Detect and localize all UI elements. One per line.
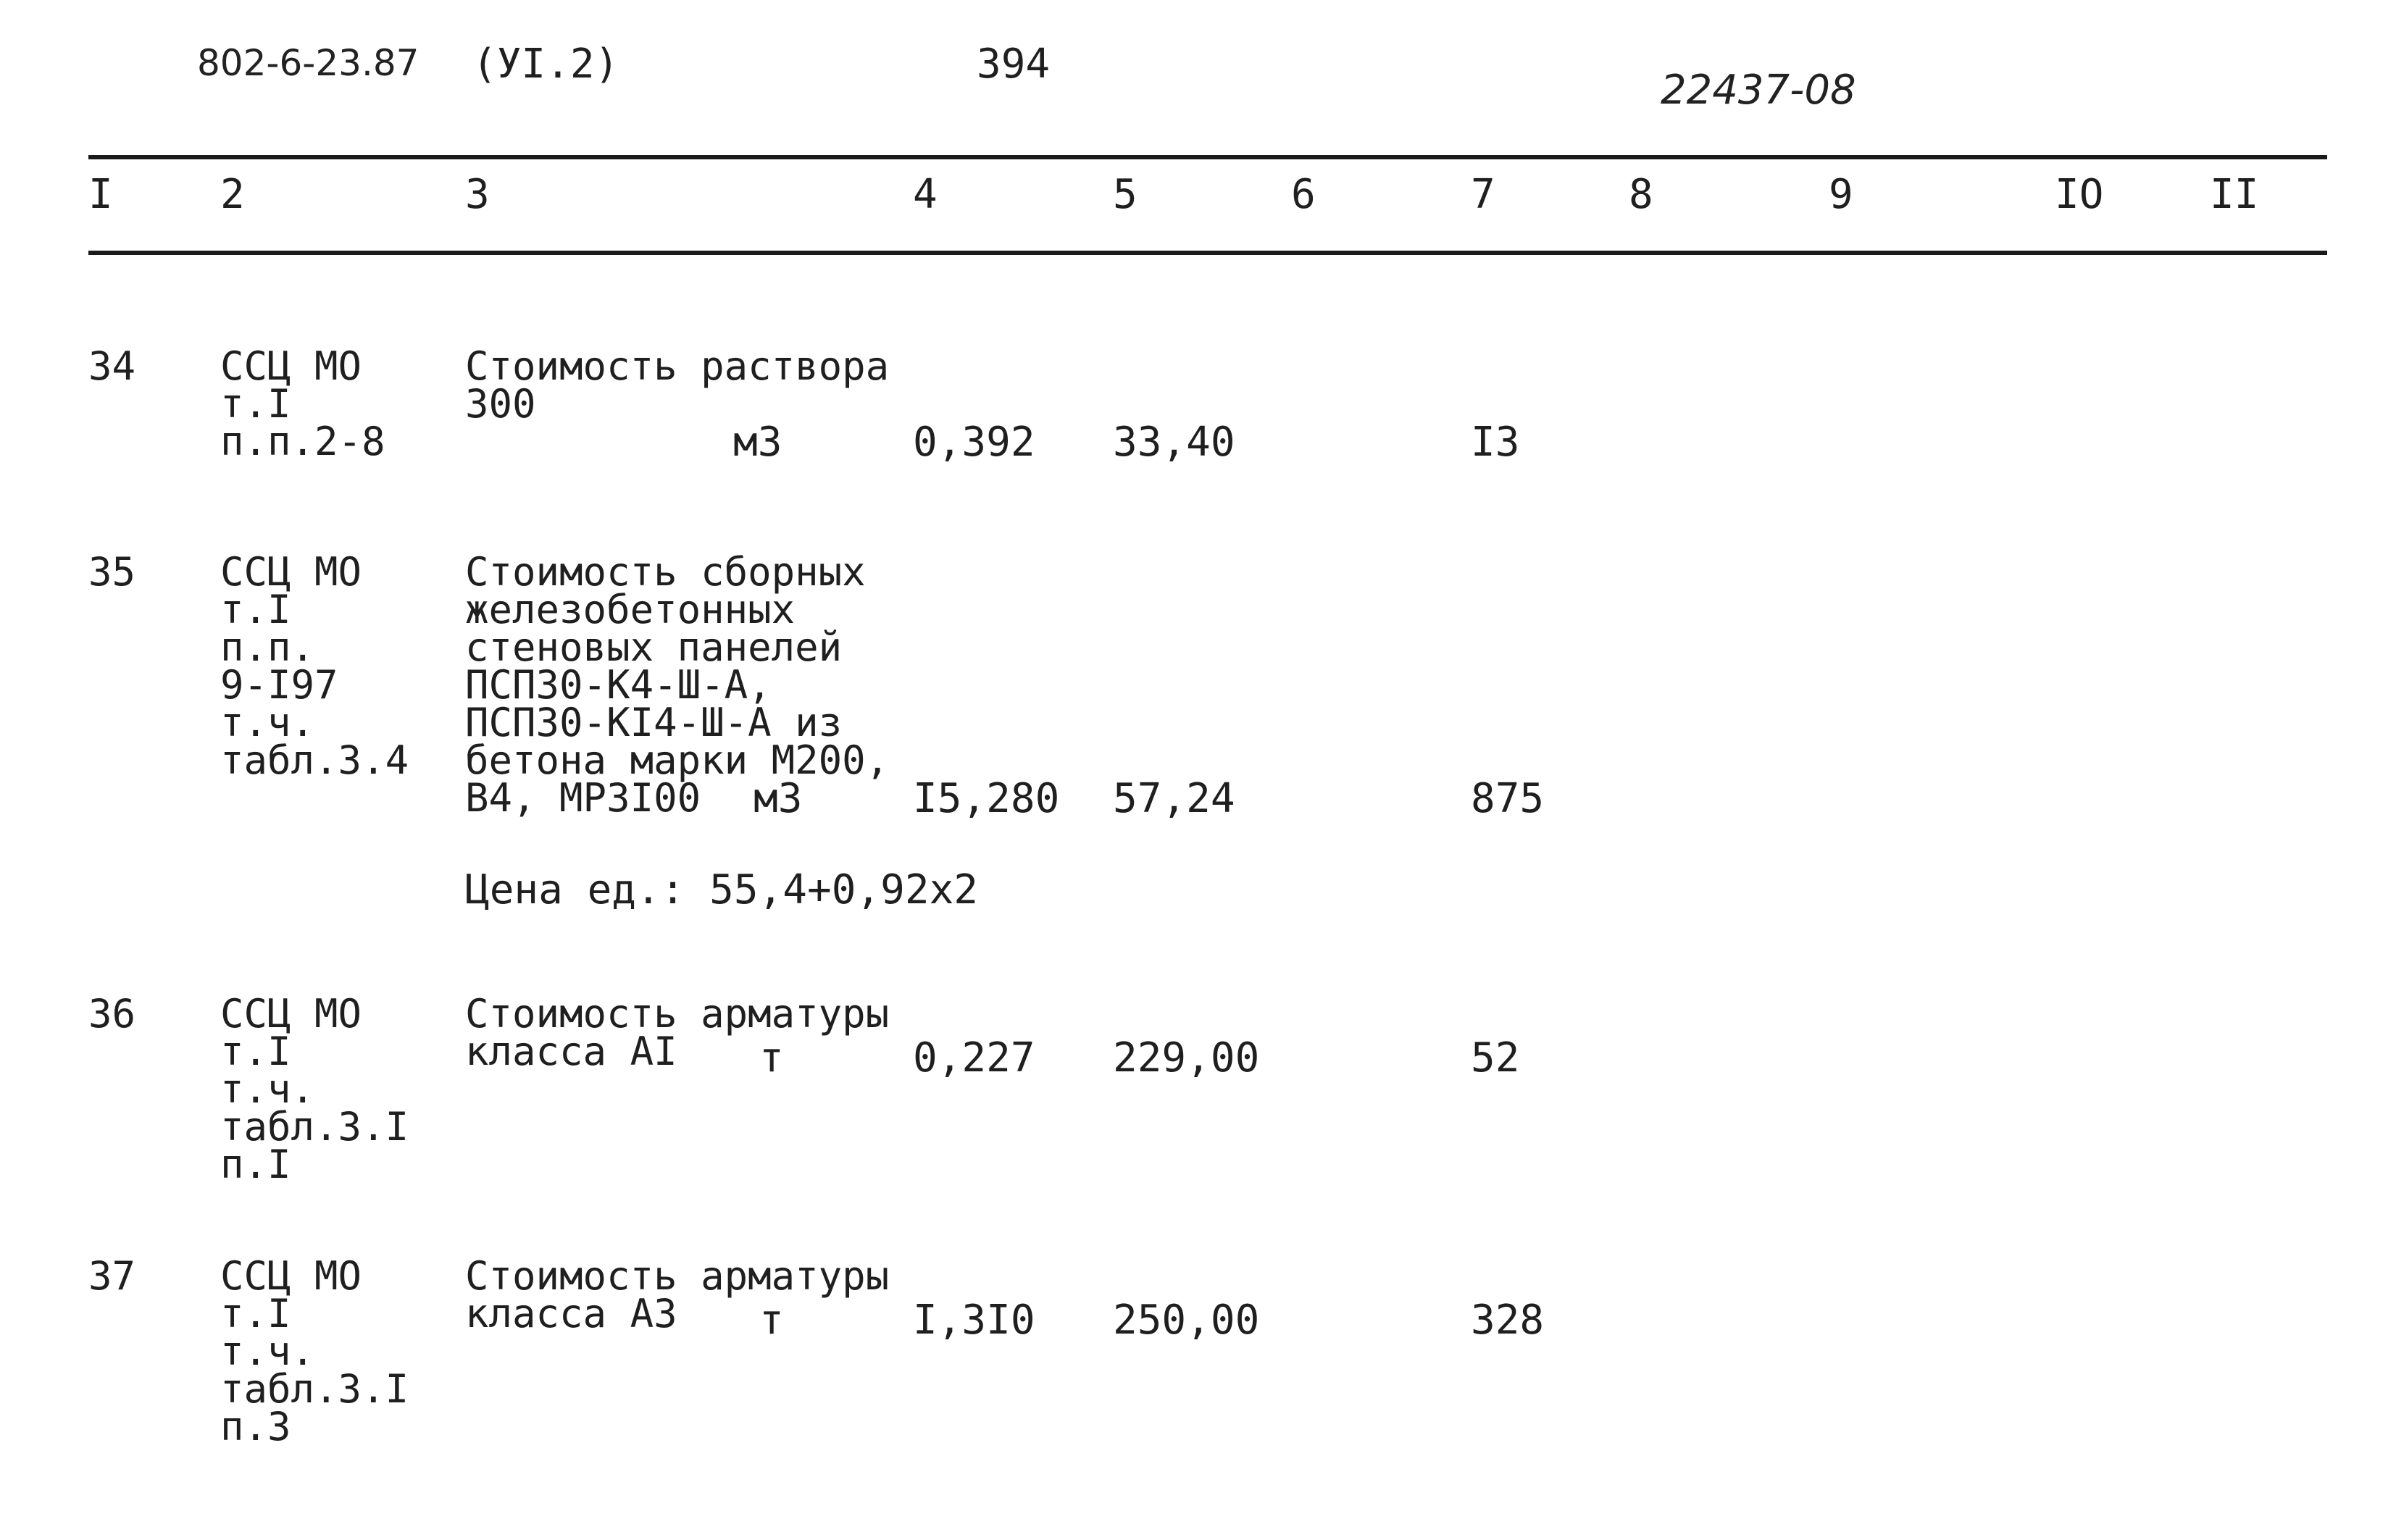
price-source: ССЦ МО т.I т.ч. табл.3.I п.I [220, 991, 409, 1187]
unit-price: 229,00 [1113, 1034, 1260, 1081]
item-description: Стоимость арматуры класса А3 [465, 1253, 890, 1336]
unit-price: 250,00 [1113, 1297, 1260, 1344]
top-rule [88, 155, 2327, 159]
total-cost: 52 [1471, 1034, 1520, 1081]
unit-price: 33,40 [1113, 419, 1235, 466]
column-header-11: II [2210, 171, 2259, 218]
header-bottom-rule [88, 251, 2327, 255]
page-number: 394 [977, 41, 1051, 88]
unit: м3 [733, 419, 782, 466]
quantity: I,3I0 [913, 1297, 1035, 1344]
row-number: 36 [88, 991, 136, 1037]
unit: т [759, 1034, 784, 1081]
column-header-5: 5 [1113, 171, 1138, 218]
unit-price-note: Цена ед.: 55,4+0,92х2 [465, 866, 979, 913]
row-number: 35 [88, 549, 136, 595]
price-source: ССЦ МО т.I п.п. 9-I97 т.ч. табл.3.4 [220, 549, 409, 783]
item-description: Стоимость раствора 300 [465, 343, 890, 427]
price-source: ССЦ МО т.I п.п.2-8 [220, 343, 385, 464]
column-header-8: 8 [1629, 171, 1653, 218]
quantity: I5,280 [913, 775, 1060, 822]
item-description: Стоимость сборных железобетонных стеновых панелей ПСП30-К4-Ш-А, ПСП30-КI4-Ш-А из бетона марки М200, В4, МРЗI00 [465, 549, 890, 821]
quantity: 0,392 [913, 419, 1035, 466]
row-number: 37 [88, 1253, 136, 1299]
total-cost: I3 [1471, 419, 1520, 466]
column-header-1: I [88, 171, 113, 218]
unit-price: 57,24 [1113, 775, 1235, 822]
price-source: ССЦ МО т.I т.ч. табл.3.I п.3 [220, 1253, 409, 1449]
document-code: 802-6-23.87 [197, 42, 419, 84]
unit: м3 [754, 775, 803, 822]
column-header-4: 4 [913, 171, 938, 218]
column-header-9: 9 [1829, 171, 1853, 218]
column-header-10: IO [2055, 171, 2104, 218]
section-code: (УI.2) [472, 41, 619, 88]
quantity: 0,227 [913, 1034, 1035, 1081]
column-header-2: 2 [220, 171, 245, 218]
unit: т [759, 1297, 784, 1344]
total-cost: 328 [1471, 1297, 1545, 1344]
column-header-7: 7 [1471, 171, 1495, 218]
reference-number: 22437-08 [1661, 67, 1856, 114]
column-header-3: 3 [465, 171, 490, 218]
total-cost: 875 [1471, 775, 1545, 822]
row-number: 34 [88, 343, 136, 389]
column-header-6: 6 [1291, 171, 1316, 218]
item-description: Стоимость арматуры класса АI [465, 991, 890, 1074]
